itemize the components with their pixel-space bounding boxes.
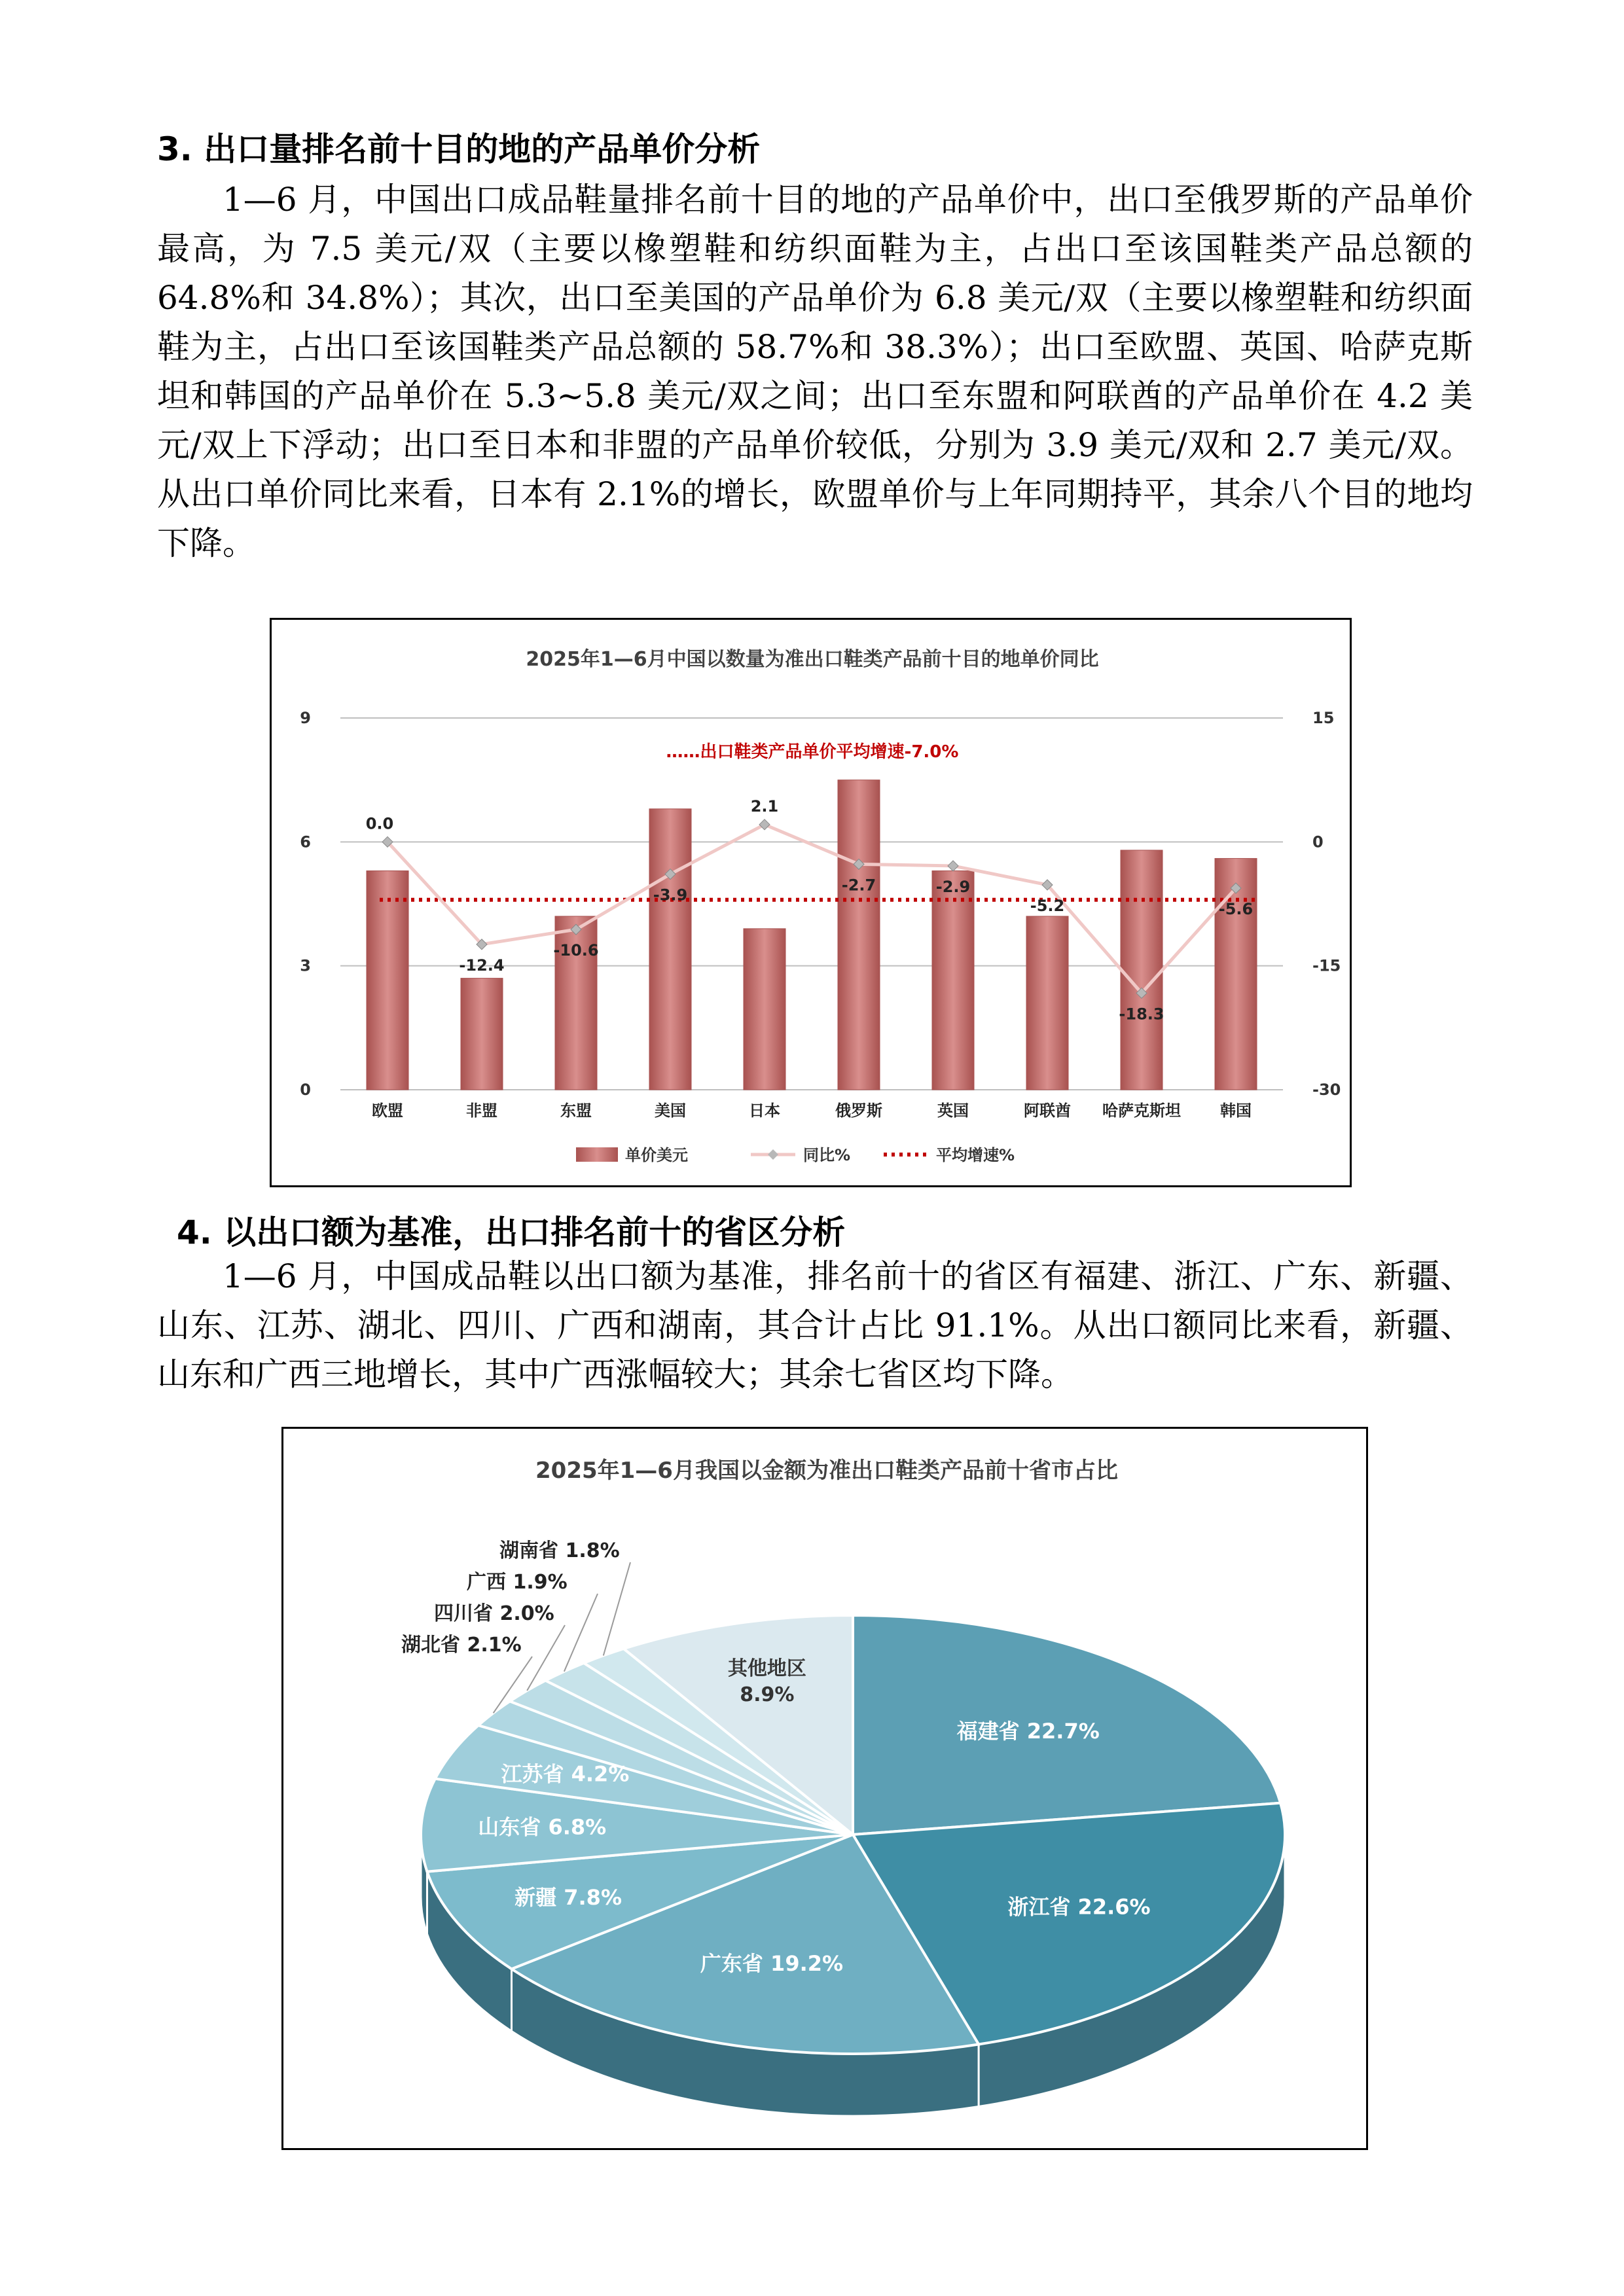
left-axis-tick: 0	[300, 1081, 311, 1099]
pie-label: 福建省 22.7%	[956, 1718, 1100, 1744]
right-axis-tick: -30	[1312, 1081, 1341, 1099]
pie-label: 浙江省 22.6%	[1007, 1894, 1151, 1920]
yoy-data-label: -5.2	[1030, 896, 1065, 915]
left-axis-tick: 3	[300, 956, 311, 975]
unit-price-bar	[649, 809, 691, 1090]
category-label: 韩国	[1220, 1102, 1252, 1120]
unit-price-bar	[461, 978, 503, 1090]
category-label: 哈萨克斯坦	[1102, 1102, 1181, 1120]
pie-label: 广西 1.9%	[467, 1571, 568, 1594]
left-axis-tick: 6	[300, 833, 311, 852]
yoy-data-label: -12.4	[459, 956, 505, 975]
yoy-line	[388, 825, 1236, 993]
section3-paragraph: 1—6 月，中国出口成品鞋量排名前十目的地的产品单价中，出口至俄罗斯的产品单价最高，为 7.5 美元/双（主要以橡塑鞋和纺织面鞋为主，占出口至该国鞋类产品总额的 64.8%和 34.8%）；其次，出口至美国的产品单价为 6.8 美元/双（主要以橡塑鞋和纺织面鞋为主，占出口至该国鞋类产品总额的 58.7%和 38.3%）；出口至欧盟、英国、哈萨克斯坦和韩国的产品单价在 5.3~5.8 美元/双之间；出口至东盟和阿联酋的产品单价在 4.2 美元/双上下浮动；出口至日本和非盟的产品单价较低，分别为 3.9 美元/双和 2.7 美元/双。从出口单价同比来看，日本有 2.1%的增长，欧盟单价与上年同期持平，其余八个目的地均下降。	[157, 181, 1473, 562]
pie-label: 湖北省 2.1%	[401, 1634, 522, 1657]
yoy-data-label: -2.9	[935, 877, 971, 896]
pie-label: 其他地区	[727, 1657, 806, 1681]
section4-paragraph: 1—6 月，中国成品鞋以出口额为基准，排名前十的省区有福建、浙江、广东、新疆、山东、江苏、湖北、四川、广西和湖南，其合计占比 91.1%。从出口额同比来看，新疆、山东和广西三地增长，其中广西涨幅较大；其余七省区均下降。	[157, 1257, 1473, 1393]
unit-price-bar	[1121, 850, 1163, 1090]
category-label: 美国	[655, 1102, 686, 1120]
province-share-chart	[283, 1429, 1370, 2152]
yoy-data-label: -2.7	[841, 876, 876, 895]
right-axis-tick: 15	[1312, 709, 1335, 727]
average-growth-annotation: ……出口鞋类产品单价平均增速-7.0%	[666, 742, 959, 762]
pie-label: 新疆 7.8%	[514, 1885, 623, 1910]
unit-price-bar	[1026, 916, 1068, 1090]
yoy-data-label: -10.6	[553, 941, 599, 960]
pie-label: 山东省 6.8%	[478, 1814, 607, 1840]
category-label: 日本	[749, 1102, 780, 1120]
unit-price-bar	[838, 780, 880, 1090]
right-axis-tick: -15	[1312, 956, 1341, 975]
province-share-chart-frame	[281, 1427, 1368, 2150]
legend-line-label: 同比%	[803, 1146, 851, 1164]
right-axis-tick: 0	[1312, 833, 1324, 852]
category-label: 东盟	[560, 1102, 592, 1120]
yoy-data-label: -3.9	[653, 886, 688, 905]
category-label: 阿联酋	[1024, 1102, 1071, 1120]
legend-bar-label: 单价美元	[625, 1146, 688, 1164]
yoy-data-label: 0.0	[365, 814, 394, 833]
category-label: 非盟	[466, 1102, 497, 1120]
pie-label: 四川省 2.0%	[434, 1602, 554, 1625]
pie-label: 广东省 19.2%	[700, 1950, 844, 1976]
section3-heading: 3. 出口量排名前十目的地的产品单价分析	[157, 130, 761, 168]
pie-title: 2025年1—6月我国以金额为准出口鞋类产品前十省市占比	[535, 1458, 1118, 1484]
unit-price-bar	[367, 871, 408, 1090]
left-axis-tick: 9	[300, 709, 311, 727]
pie-leader-line	[604, 1562, 630, 1656]
yoy-data-label: -5.6	[1218, 900, 1254, 919]
unit-price-bar	[932, 871, 974, 1090]
legend-line-marker	[768, 1149, 778, 1160]
unit-price-bar	[744, 929, 785, 1090]
yoy-data-label: 2.1	[750, 797, 779, 816]
yoy-data-label: -18.3	[1119, 1005, 1164, 1024]
unit-price-chart-frame	[270, 618, 1352, 1187]
legend-avg-label: 平均增速%	[936, 1146, 1015, 1164]
pie-label: 湖南省 1.8%	[499, 1539, 620, 1562]
chart-title: 2025年1—6月中国以数量为准出口鞋类产品前十目的地单价同比	[526, 648, 1099, 671]
yoy-marker	[948, 861, 958, 871]
category-label: 欧盟	[372, 1102, 403, 1120]
unit-price-chart	[272, 620, 1354, 1189]
category-label: 俄罗斯	[835, 1102, 882, 1120]
category-label: 英国	[937, 1102, 969, 1120]
section4-heading: 4. 以出口额为基准，出口排名前十的省区分析	[177, 1213, 846, 1251]
pie-label: 江苏省 4.2%	[501, 1761, 630, 1787]
legend-bar-swatch	[576, 1147, 618, 1162]
pie-label-value: 8.9%	[740, 1683, 795, 1707]
